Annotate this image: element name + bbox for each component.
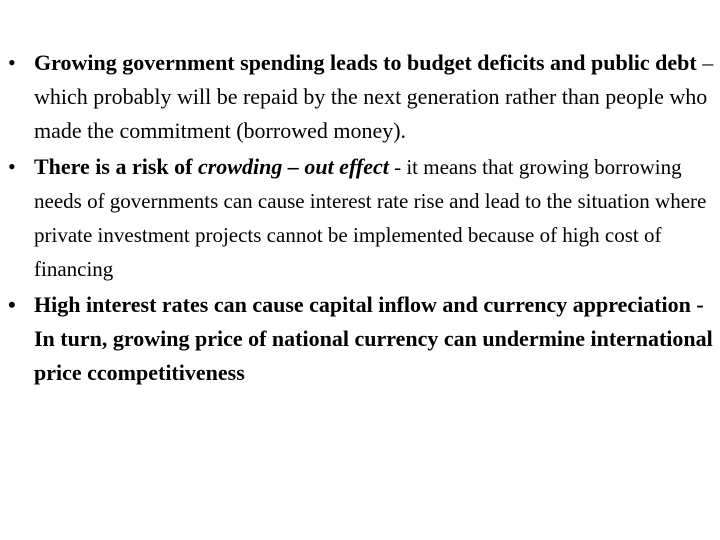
bullet-list [8,46,714,390]
bullet-bold-text: High interest rates can cause capital inflow and currency appreciation - In turn, growing price of national currency can undermine international price ccompetitiveness [34,292,713,385]
bullet-item-interest-rates [8,288,714,390]
bullet-marker: • [8,154,16,179]
bullet-text: – which probably will be repaid by the next generation rather than people who made the commitment (borrowed money). [34,50,714,143]
bullet-marker: • [8,292,16,317]
bullet-item-budget-deficits [8,46,714,148]
bullet-marker: • [8,50,16,75]
bullet-text: - it means that growing borrowing needs of governments can cause interest rate rise and lead to the situation where private investment projects cannot be implemented because of high cost of financing [34,155,707,281]
bullet-bold-text: There is a risk of [34,154,198,179]
bullet-italic-term: crowding – out effect [197,154,389,179]
bullet-bold-text: Growing government spending leads to budget deficits and public debt [34,50,697,75]
bullet-item-crowding-out [8,150,714,286]
